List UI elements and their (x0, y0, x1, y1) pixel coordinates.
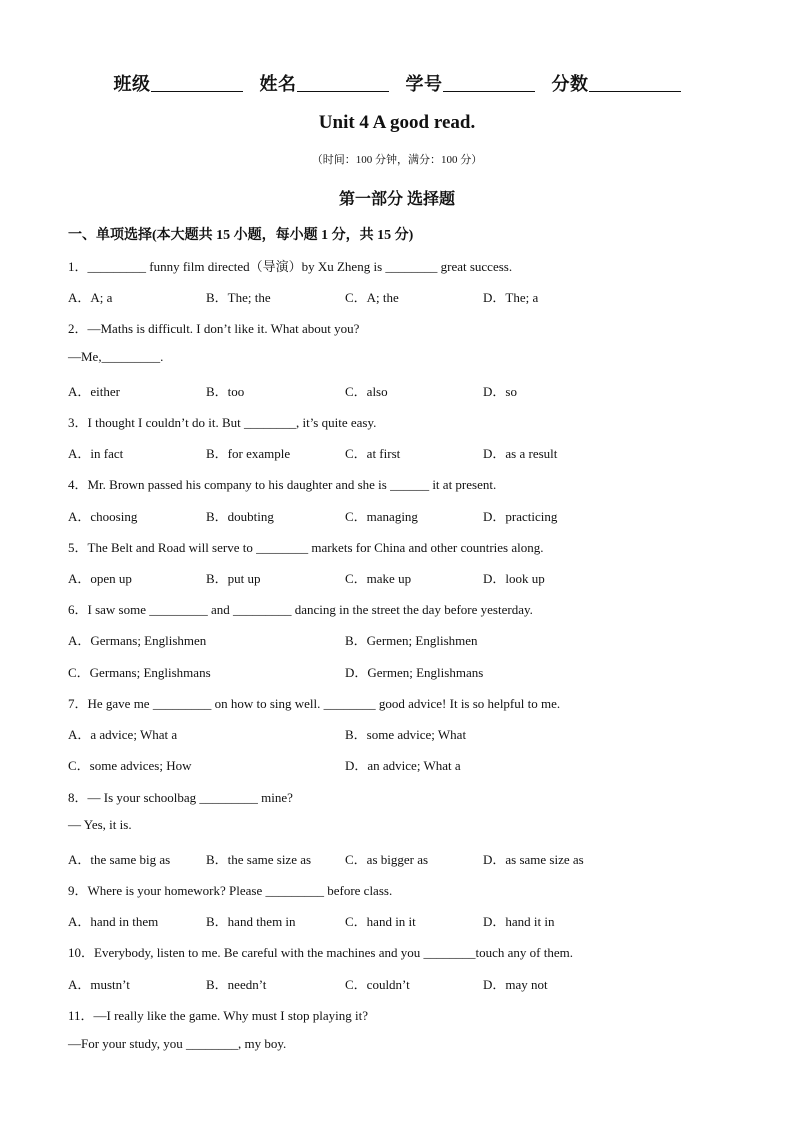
q8-option-c[interactable]: C．as bigger as (345, 852, 429, 867)
score-field (552, 74, 681, 94)
q5-option-d[interactable]: D．look up (483, 571, 545, 586)
id-label: 学号 (405, 74, 443, 94)
q5-option-b[interactable]: B．put up (206, 571, 261, 586)
question-11-stem: 11．—I really like the game. Why must I stop playing it? (68, 1008, 369, 1023)
q4-option-c[interactable]: C．managing (345, 509, 418, 524)
question-5-stem: 5．The Belt and Road will serve to ________ markets for China and other countries along. (68, 540, 544, 555)
q2-option-c[interactable]: C．also (345, 384, 388, 399)
q3-option-d[interactable]: D．as a result (483, 446, 558, 461)
q8-option-b[interactable]: B．the same size as (206, 852, 312, 867)
time-info: （时间：100 分钟，满分：100 分） (311, 154, 483, 166)
class-blank[interactable] (151, 73, 243, 92)
name-field (260, 74, 389, 94)
q3-option-c[interactable]: C．at first (345, 446, 401, 461)
question-8-stem: 8．— Is your schoolbag _________ mine? (68, 790, 293, 805)
q10-option-a[interactable]: A．mustn’t (68, 977, 130, 992)
page-title: Unit 4 A good read. (318, 112, 476, 133)
question-11-answer-line: —For your study, you ________, my boy. (68, 1036, 287, 1051)
question-10-stem: 10．Everybody, listen to me. Be careful with the machines and you ________touch any of them. (68, 945, 573, 960)
name-label: 姓名 (259, 74, 297, 94)
q4-option-b[interactable]: B．doubting (206, 509, 274, 524)
q6-option-d[interactable]: D．Germen; Englishmans (345, 665, 484, 680)
question-9-stem: 9．Where is your homework? Please _________ before class. (68, 883, 393, 898)
part-title: 第一部分 选择题 (338, 191, 455, 208)
q5-option-c[interactable]: C．make up (345, 571, 412, 586)
q9-option-b[interactable]: B．hand them in (206, 914, 296, 929)
question-2-stem: 2．—Maths is difficult. I don’t like it. What about you? (68, 321, 360, 336)
question-8-answer-line: — Yes, it is. (68, 817, 132, 832)
q1-option-c[interactable]: C．A; the (345, 290, 399, 305)
q7-option-b[interactable]: B．some advice; What (345, 727, 467, 742)
class-field (114, 74, 243, 94)
q2-option-d[interactable]: D．so (483, 384, 517, 399)
q6-option-c[interactable]: C．Germans; Englishmans (68, 665, 211, 680)
score-blank[interactable] (589, 73, 681, 92)
question-7-stem: 7．He gave me _________ on how to sing well. ________ good advice! It is so helpful to me. (68, 696, 561, 711)
q4-option-d[interactable]: D．practicing (483, 509, 558, 524)
q8-option-d[interactable]: D．as same size as (483, 852, 584, 867)
q9-option-a[interactable]: A．hand in them (68, 914, 159, 929)
question-4-stem: 4．Mr. Brown passed his company to his daughter and she is ______ it at present. (68, 477, 497, 492)
question-2-answer-line: —Me,_________. (68, 349, 164, 364)
q1-option-a[interactable]: A．A; a (68, 290, 113, 305)
q6-option-a[interactable]: A．Germans; Englishmen (68, 633, 207, 648)
q4-option-a[interactable]: A．choosing (68, 509, 138, 524)
q9-option-d[interactable]: D．hand it in (483, 914, 555, 929)
class-label: 班级 (113, 74, 151, 94)
q2-option-b[interactable]: B．too (206, 384, 245, 399)
question-3-stem: 3．I thought I couldn’t do it. But ________, it’s quite easy. (68, 415, 377, 430)
q1-option-d[interactable]: D．The; a (483, 290, 539, 305)
id-field (406, 74, 535, 94)
score-label: 分数 (551, 74, 589, 94)
q5-option-a[interactable]: A．open up (68, 571, 132, 586)
q6-option-b[interactable]: B．Germen; Englishmen (345, 633, 478, 648)
q3-option-a[interactable]: A．in fact (68, 446, 124, 461)
q10-option-d[interactable]: D．may not (483, 977, 548, 992)
question-1-stem: 1．_________ funny film directed（导演）by Xu Zheng is ________ great success. (68, 259, 513, 274)
section-title: 一、单项选择(本大题共 15 小题，每小题 1 分，共 15 分) (68, 228, 414, 243)
student-info-line (0, 70, 794, 96)
q10-option-c[interactable]: C．couldn’t (345, 977, 410, 992)
q10-option-b[interactable]: B．needn’t (206, 977, 267, 992)
id-blank[interactable] (443, 73, 535, 92)
q9-option-c[interactable]: C．hand in it (345, 914, 416, 929)
q2-option-a[interactable]: A．either (68, 384, 120, 399)
q7-option-a[interactable]: A．a advice; What a (68, 727, 178, 742)
q1-option-b[interactable]: B．The; the (206, 290, 271, 305)
q8-option-a[interactable]: A．the same big as (68, 852, 171, 867)
q3-option-b[interactable]: B．for example (206, 446, 291, 461)
question-6-stem: 6．I saw some _________ and _________ dancing in the street the day before yesterday. (68, 602, 533, 617)
name-blank[interactable] (297, 73, 389, 92)
q7-option-c[interactable]: C．some advices; How (68, 758, 192, 773)
q7-option-d[interactable]: D．an advice; What a (345, 758, 461, 773)
